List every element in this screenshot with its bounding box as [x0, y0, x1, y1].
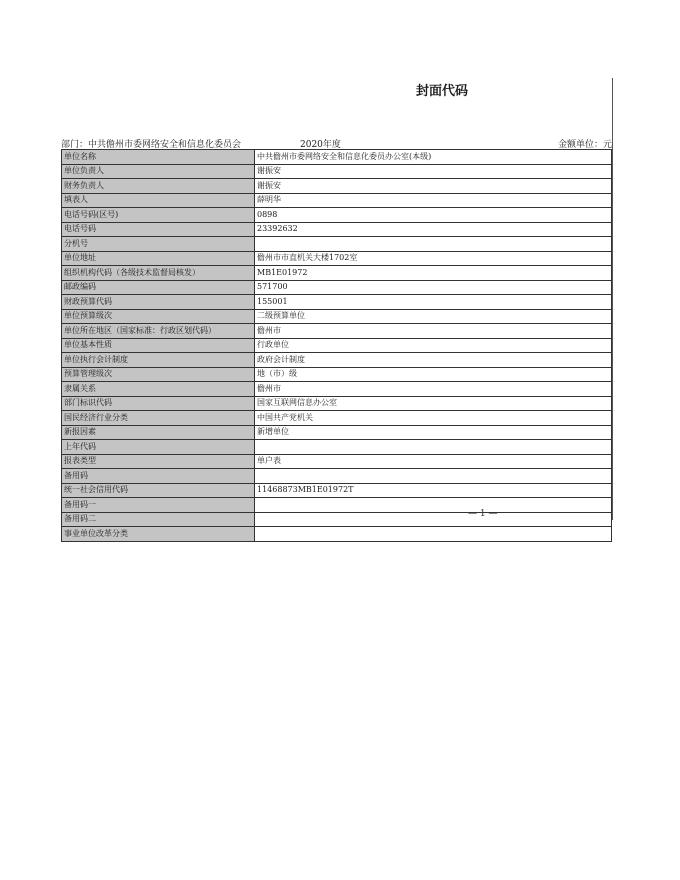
table-row: [62, 469, 612, 484]
field-label: 统一社会信用代码: [62, 483, 255, 498]
field-value: 儋州市: [255, 382, 612, 397]
table-row: [62, 411, 612, 426]
table-row: [62, 353, 612, 368]
field-value: 行政单位: [255, 338, 612, 353]
field-label: 报表类型: [62, 454, 255, 469]
field-label: 备用码一: [62, 498, 255, 513]
table-row: [62, 367, 612, 382]
table-row: [62, 440, 612, 455]
field-value: 薛明华: [255, 193, 612, 208]
table-row: [62, 237, 612, 252]
table-row: [62, 266, 612, 281]
table-row: [62, 309, 612, 324]
table-row: [62, 193, 612, 208]
field-label: 预算管理级次: [62, 367, 255, 382]
field-value: 0898: [255, 208, 612, 223]
field-label: 国民经济行业分类: [62, 411, 255, 426]
field-value: [255, 527, 612, 542]
field-label: 事业单位改革分类: [62, 527, 255, 542]
currency-unit: 金额单位：元: [557, 140, 612, 150]
table-row: [62, 425, 612, 440]
field-value: 地（市）级: [255, 367, 612, 382]
field-value: 儋州市: [255, 324, 612, 339]
field-label: 组织机构代码（各级技术监督局核发）: [62, 266, 255, 281]
field-value: 二级预算单位: [255, 309, 612, 324]
field-label: 上年代码: [62, 440, 255, 455]
table-row: [62, 338, 612, 353]
page-title: 封面代码: [415, 84, 468, 99]
table-row: [62, 222, 612, 237]
field-label: 电话号码: [62, 222, 255, 237]
field-label: 财政预算代码: [62, 295, 255, 310]
field-value: 国家互联网信息办公室: [255, 396, 612, 411]
field-label: 单位预算级次: [62, 309, 255, 324]
table-row: [62, 512, 612, 527]
field-value: [255, 469, 612, 484]
field-label: 单位名称: [62, 150, 255, 165]
field-label: 新报因素: [62, 425, 255, 440]
field-value: 谢振安: [255, 179, 612, 194]
table-row: [62, 324, 612, 339]
field-label: 单位负责人: [62, 164, 255, 179]
page-right-border: [612, 78, 613, 520]
table-row: [62, 179, 612, 194]
table-row: [62, 527, 612, 542]
field-label: 填表人: [62, 193, 255, 208]
field-value: 政府会计制度: [255, 353, 612, 368]
page-number: — 1 —: [468, 509, 498, 519]
table-row: [62, 164, 612, 179]
cover-code-table: [61, 149, 612, 542]
field-label: 隶属关系: [62, 382, 255, 397]
field-value: [255, 237, 612, 252]
field-label: 备用码二: [62, 512, 255, 527]
table-row: [62, 483, 612, 498]
field-value: [255, 512, 612, 527]
field-value: 儋州市市直机关大楼1702室: [255, 251, 612, 266]
field-label: 部门标识代码: [62, 396, 255, 411]
field-label: 单位执行会计制度: [62, 353, 255, 368]
field-value: [255, 440, 612, 455]
table-row: [62, 280, 612, 295]
field-label: 单位基本性质: [62, 338, 255, 353]
table-row: [62, 295, 612, 310]
field-value: 23392632: [255, 222, 612, 237]
fiscal-year: 2020年度: [300, 140, 341, 150]
table-row: [62, 498, 612, 513]
field-label: 财务负责人: [62, 179, 255, 194]
field-label: 备用码: [62, 469, 255, 484]
table-row: [62, 150, 612, 165]
table-row: [62, 382, 612, 397]
field-value: MB1E01972: [255, 266, 612, 281]
field-label: 邮政编码: [62, 280, 255, 295]
field-value: 155001: [255, 295, 612, 310]
field-label: 单位所在地区（国家标准：行政区划代码）: [62, 324, 255, 339]
field-value: 11468873MB1E01972T: [255, 483, 612, 498]
department-label: 部门：中共儋州市委网络安全和信息化委员会: [61, 140, 242, 150]
field-value: 中国共产党机关: [255, 411, 612, 426]
field-value: 谢振安: [255, 164, 612, 179]
table-row: [62, 208, 612, 223]
field-value: 新增单位: [255, 425, 612, 440]
table-row: [62, 396, 612, 411]
field-value: 571700: [255, 280, 612, 295]
field-value: 单户表: [255, 454, 612, 469]
table-row: [62, 454, 612, 469]
field-value: 中共儋州市委网络安全和信息化委员办公室(本级): [255, 150, 612, 165]
table-row: [62, 251, 612, 266]
field-value: [255, 498, 612, 513]
field-label: 单位地址: [62, 251, 255, 266]
field-label: 电话号码(区号): [62, 208, 255, 223]
field-label: 分机号: [62, 237, 255, 252]
